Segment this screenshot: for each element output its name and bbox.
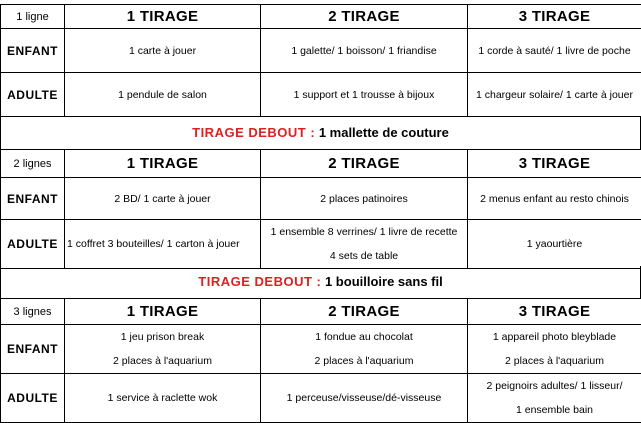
prize-cell bbox=[468, 325, 641, 374]
column-header: 2 TIRAGE bbox=[261, 5, 468, 29]
prize-line: 1 fondue au chocolat bbox=[261, 325, 467, 349]
prize-line: 2 BD/ 1 carte à jouer bbox=[65, 187, 260, 211]
standing-draw-prize: 1 bouilloire sans fil bbox=[325, 274, 443, 289]
column-header: 2 TIRAGE bbox=[261, 299, 468, 325]
row-label-child: ENFANT bbox=[1, 29, 65, 73]
prize-line: 1 coffret 3 bouteilles/ 1 carton à jouer bbox=[67, 232, 260, 256]
prize-table bbox=[0, 4, 641, 117]
prize-cell bbox=[468, 73, 641, 117]
section-1-ligne bbox=[0, 4, 641, 117]
child-row bbox=[1, 325, 641, 374]
prize-line: 1 galette/ 1 boisson/ 1 friandise bbox=[261, 39, 467, 63]
header-row bbox=[1, 150, 641, 178]
prize-cell bbox=[65, 220, 261, 269]
adult-row bbox=[1, 73, 641, 117]
prize-line: 2 menus enfant au resto chinois bbox=[468, 187, 641, 211]
prize-line: 2 places à l'aquarium bbox=[261, 349, 467, 373]
prize-line: 1 corde à sauté/ 1 livre de poche bbox=[468, 39, 641, 63]
prize-cell bbox=[65, 29, 261, 73]
header-row bbox=[1, 299, 641, 325]
prize-line: 1 chargeur solaire/ 1 carte à jouer bbox=[468, 83, 641, 107]
row-label-adult: ADULTE bbox=[1, 73, 65, 117]
prize-cell bbox=[261, 220, 468, 269]
prize-line: 2 peignoirs adultes/ 1 lisseur/ bbox=[468, 374, 641, 398]
column-header: 1 TIRAGE bbox=[65, 150, 261, 178]
section-3-lignes bbox=[0, 298, 641, 423]
adult-row bbox=[1, 374, 641, 423]
prize-cell bbox=[261, 73, 468, 117]
child-row bbox=[1, 29, 641, 73]
prize-line: 2 places patinoires bbox=[261, 187, 467, 211]
header-row bbox=[1, 5, 641, 29]
standing-draw-label: TIRAGE DEBOUT : bbox=[192, 125, 315, 140]
column-header: 1 TIRAGE bbox=[65, 299, 261, 325]
adult-row bbox=[1, 220, 641, 269]
prize-cell bbox=[468, 220, 641, 269]
row-label-adult: ADULTE bbox=[1, 220, 65, 269]
section-2-lignes bbox=[0, 149, 641, 269]
row-label-child: ENFANT bbox=[1, 325, 65, 374]
prize-cell bbox=[468, 374, 641, 423]
prize-line: 4 sets de table bbox=[261, 244, 467, 268]
prize-line: 1 perceuse/visseuse/dé-visseuse bbox=[261, 386, 467, 410]
row-label-child: ENFANT bbox=[1, 178, 65, 220]
prize-line: 1 carte à jouer bbox=[65, 39, 260, 63]
column-header: 2 TIRAGE bbox=[261, 150, 468, 178]
child-row bbox=[1, 178, 641, 220]
prize-cell bbox=[65, 178, 261, 220]
column-header: 3 TIRAGE bbox=[468, 5, 641, 29]
prize-cell bbox=[468, 178, 641, 220]
prize-table bbox=[0, 149, 641, 269]
prize-cell bbox=[261, 29, 468, 73]
prize-cell bbox=[65, 73, 261, 117]
section-label: 2 lignes bbox=[1, 150, 65, 178]
column-header: 3 TIRAGE bbox=[468, 150, 641, 178]
column-header: 3 TIRAGE bbox=[468, 299, 641, 325]
prize-cell bbox=[65, 325, 261, 374]
prize-line: 1 jeu prison break bbox=[65, 325, 260, 349]
prize-table bbox=[0, 298, 641, 423]
prize-line: 2 places à l'aquarium bbox=[65, 349, 260, 373]
prize-line: 1 service à raclette wok bbox=[65, 386, 260, 410]
row-label-adult: ADULTE bbox=[1, 374, 65, 423]
prize-line: 1 yaourtière bbox=[468, 232, 641, 256]
prize-line: 1 ensemble 8 verrines/ 1 livre de recette bbox=[261, 220, 467, 244]
standing-draw-banner bbox=[0, 117, 641, 149]
prize-cell bbox=[261, 374, 468, 423]
section-label: 3 lignes bbox=[1, 299, 65, 325]
prize-line: 1 ensemble bain bbox=[468, 398, 641, 422]
prize-line: 1 appareil photo bleyblade bbox=[468, 325, 641, 349]
standing-draw-banner bbox=[0, 266, 641, 298]
prize-cell bbox=[261, 325, 468, 374]
prize-line: 1 support et 1 trousse à bijoux bbox=[261, 83, 467, 107]
standing-draw-prize: 1 mallette de couture bbox=[319, 125, 449, 140]
standing-draw-label: TIRAGE DEBOUT : bbox=[198, 274, 321, 289]
prize-cell bbox=[65, 374, 261, 423]
column-header: 1 TIRAGE bbox=[65, 5, 261, 29]
section-label: 1 ligne bbox=[1, 5, 65, 29]
prize-line: 1 pendule de salon bbox=[65, 83, 260, 107]
prize-cell bbox=[261, 178, 468, 220]
prize-line: 2 places à l'aquarium bbox=[468, 349, 641, 373]
prize-cell bbox=[468, 29, 641, 73]
